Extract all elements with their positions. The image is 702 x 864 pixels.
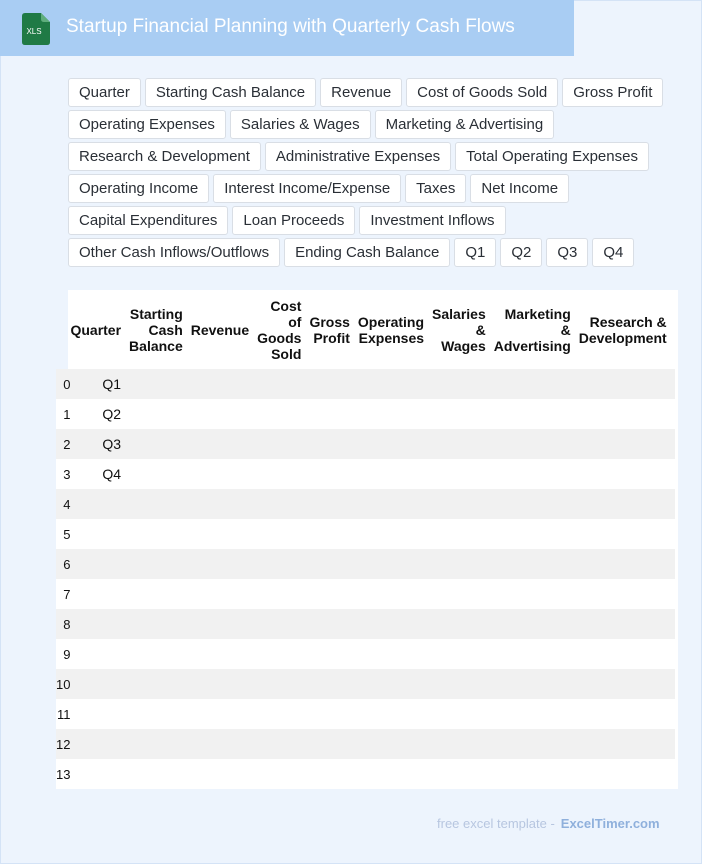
- table-cell: [70, 579, 129, 609]
- table-row: [56, 639, 675, 669]
- table-cell: [432, 639, 494, 669]
- table-cell: [70, 609, 129, 639]
- column-tag[interactable]: Quarter: [68, 78, 141, 107]
- column-tag[interactable]: Total Operating Expenses: [455, 142, 649, 171]
- row-index-cell: 10: [56, 676, 71, 692]
- table-cell: [70, 729, 129, 759]
- table-cell: [432, 549, 494, 579]
- table-cell: [579, 369, 675, 399]
- table-cell: [70, 519, 129, 549]
- page-title: Startup Financial Planning with Quarterly Cash Flows: [66, 16, 515, 37]
- column-header: Starting Cash Balance: [129, 305, 183, 354]
- table-cell: [129, 639, 191, 669]
- table-row: [56, 429, 675, 459]
- table-cell: [432, 729, 494, 759]
- table-cell: [191, 609, 257, 639]
- table-cell: [191, 729, 257, 759]
- row-index-cell: 0: [63, 376, 71, 392]
- table-cell: [494, 549, 579, 579]
- table-cell: [129, 669, 191, 699]
- table-cell: [309, 729, 357, 759]
- table-cell: [191, 489, 257, 519]
- table-cell: [358, 639, 432, 669]
- table-cell: [257, 759, 309, 789]
- table-cell: [494, 399, 579, 429]
- table-row: [56, 369, 675, 399]
- table-cell: [432, 759, 494, 789]
- table-cell: [358, 459, 432, 489]
- column-tag[interactable]: Salaries & Wages: [230, 110, 371, 139]
- table-row: [56, 519, 675, 549]
- table-cell: [358, 609, 432, 639]
- column-tag[interactable]: Investment Inflows: [359, 206, 505, 235]
- table-row: [56, 579, 675, 609]
- column-tag[interactable]: Capital Expenditures: [68, 206, 228, 235]
- table-cell: [309, 399, 357, 429]
- row-index-cell: 1: [63, 406, 71, 422]
- table-cell: [432, 489, 494, 519]
- table-cell: [579, 729, 675, 759]
- table-cell: [191, 699, 257, 729]
- table-cell: [432, 399, 494, 429]
- table-cell: [257, 609, 309, 639]
- column-tag[interactable]: Q1: [454, 238, 496, 267]
- table-cell: [358, 669, 432, 699]
- row-index-cell: 3: [63, 466, 71, 482]
- table-cell: [309, 669, 357, 699]
- table-row: [56, 549, 675, 579]
- table-cell: [129, 729, 191, 759]
- table-header-row: [56, 290, 675, 369]
- table-cell: Q1: [102, 376, 122, 392]
- table-cell: [358, 729, 432, 759]
- column-header: Salaries & Wages: [432, 305, 486, 354]
- table-cell: [309, 549, 357, 579]
- table-cell: [432, 669, 494, 699]
- table-cell: [309, 519, 357, 549]
- table-cell: [579, 399, 675, 429]
- table-cell: [579, 429, 675, 459]
- table-cell: [358, 579, 432, 609]
- table-cell: [309, 489, 357, 519]
- column-tag[interactable]: Operating Income: [68, 174, 209, 203]
- table-cell: [70, 699, 129, 729]
- table-cell: [494, 699, 579, 729]
- table-cell: Q2: [102, 406, 122, 422]
- table-cell: [257, 729, 309, 759]
- table-cell: [129, 699, 191, 729]
- table-row: [56, 609, 675, 639]
- column-header: Operating Expenses: [357, 313, 425, 346]
- column-tag[interactable]: Loan Proceeds: [232, 206, 355, 235]
- table-cell: [257, 669, 309, 699]
- row-index-cell: 2: [63, 436, 71, 452]
- table-cell: [257, 459, 309, 489]
- table-cell: [494, 579, 579, 609]
- table-cell: [432, 369, 494, 399]
- row-index-cell: 4: [63, 496, 71, 512]
- row-index-cell: 13: [56, 766, 71, 782]
- table-row: [56, 489, 675, 519]
- xls-icon-label: XLS: [26, 27, 42, 36]
- column-tag[interactable]: Taxes: [405, 174, 466, 203]
- table-cell: [191, 459, 257, 489]
- table-cell: [129, 609, 191, 639]
- table-cell: [191, 429, 257, 459]
- column-tag[interactable]: Research & Development: [68, 142, 261, 171]
- row-index-cell: 12: [56, 736, 71, 752]
- table-cell: [309, 459, 357, 489]
- table-cell: [129, 579, 191, 609]
- table-cell: [358, 489, 432, 519]
- table-body: [56, 369, 675, 789]
- column-header: Revenue: [190, 321, 250, 338]
- table-cell: Q3: [102, 436, 122, 452]
- table-row: [56, 729, 675, 759]
- table-cell: [579, 699, 675, 729]
- table-cell: [494, 669, 579, 699]
- table-row: [56, 669, 675, 699]
- table-cell: [70, 669, 129, 699]
- table-cell: [358, 369, 432, 399]
- table-cell: [494, 369, 579, 399]
- table-cell: [494, 759, 579, 789]
- column-header: Quarter: [70, 321, 122, 338]
- table-cell: [257, 549, 309, 579]
- table-cell: [129, 489, 191, 519]
- table-cell: [309, 699, 357, 729]
- table-cell: [579, 639, 675, 669]
- table-cell: [432, 699, 494, 729]
- table-cell: [191, 759, 257, 789]
- table-row: [56, 459, 675, 489]
- footer-brand-link[interactable]: ExcelTimer.com: [560, 816, 660, 831]
- table-cell: [257, 489, 309, 519]
- column-tag[interactable]: Starting Cash Balance: [145, 78, 316, 107]
- column-header: Gross Profit: [309, 313, 350, 346]
- column-tag[interactable]: Q4: [592, 238, 634, 267]
- footer-lead: free excel template -: [437, 816, 555, 831]
- column-tag[interactable]: Interest Income/Expense: [213, 174, 401, 203]
- table-cell: [129, 369, 191, 399]
- column-tag[interactable]: Net Income: [470, 174, 569, 203]
- table-cell: [309, 579, 357, 609]
- table-cell: [129, 759, 191, 789]
- table-cell: [191, 579, 257, 609]
- column-header: Research & Development: [578, 313, 667, 346]
- table-cell: [257, 399, 309, 429]
- column-tag[interactable]: Q3: [546, 238, 588, 267]
- table-cell: [129, 549, 191, 579]
- table-cell: [191, 549, 257, 579]
- table-cell: [494, 489, 579, 519]
- data-table-viewport[interactable]: [56, 290, 678, 789]
- table-row: [56, 759, 675, 789]
- table-row: [56, 699, 675, 729]
- column-tag[interactable]: Cost of Goods Sold: [406, 78, 558, 107]
- table-cell: [257, 579, 309, 609]
- table-cell: Q4: [102, 466, 122, 482]
- table-cell: [129, 519, 191, 549]
- table-cell: [358, 759, 432, 789]
- table-cell: [494, 519, 579, 549]
- table-cell: [191, 399, 257, 429]
- table-cell: [358, 549, 432, 579]
- column-tag[interactable]: Other Cash Inflows/Outflows: [68, 238, 280, 267]
- table-cell: [129, 459, 191, 489]
- table-cell: [494, 609, 579, 639]
- table-row: [56, 399, 675, 429]
- table-cell: [358, 519, 432, 549]
- table-cell: [432, 429, 494, 459]
- table-cell: [309, 429, 357, 459]
- table-cell: [358, 429, 432, 459]
- column-header: Cost of Goods Sold: [257, 297, 302, 362]
- title-bar: [0, 0, 574, 56]
- column-tag-list: [68, 78, 668, 267]
- row-index-cell: 11: [56, 706, 71, 722]
- table-cell: [432, 579, 494, 609]
- table-cell: [309, 369, 357, 399]
- table-cell: [129, 399, 191, 429]
- table-cell: [579, 759, 675, 789]
- table-cell: [191, 519, 257, 549]
- table-cell: [494, 429, 579, 459]
- column-header: Marketing & Advertising: [493, 305, 571, 354]
- column-tag[interactable]: Operating Expenses: [68, 110, 226, 139]
- table-cell: [309, 759, 357, 789]
- table-cell: [309, 609, 357, 639]
- table-cell: [579, 549, 675, 579]
- column-tag[interactable]: Ending Cash Balance: [284, 238, 450, 267]
- table-cell: [432, 459, 494, 489]
- row-index-cell: 5: [63, 526, 71, 542]
- table-cell: [579, 459, 675, 489]
- table-cell: [358, 399, 432, 429]
- table-cell: [579, 519, 675, 549]
- table-cell: [579, 609, 675, 639]
- table-cell: [257, 639, 309, 669]
- table-cell: [129, 429, 191, 459]
- table-cell: [494, 459, 579, 489]
- column-tag[interactable]: Gross Profit: [562, 78, 663, 107]
- table-cell: [191, 669, 257, 699]
- table-cell: [579, 579, 675, 609]
- row-index-cell: 6: [63, 556, 71, 572]
- table-cell: [257, 369, 309, 399]
- column-tag[interactable]: Revenue: [320, 78, 402, 107]
- table-cell: [191, 369, 257, 399]
- table-cell: [70, 489, 129, 519]
- table-cell: [579, 489, 675, 519]
- table-cell: [358, 699, 432, 729]
- row-index-cell: 8: [63, 616, 71, 632]
- table-cell: [257, 699, 309, 729]
- footer-credit: [437, 816, 660, 831]
- table-cell: [70, 759, 129, 789]
- table-cell: [579, 669, 675, 699]
- table-cell: [70, 549, 129, 579]
- table-cell: [257, 519, 309, 549]
- table-cell: [257, 429, 309, 459]
- table-cell: [432, 519, 494, 549]
- table-cell: [432, 609, 494, 639]
- row-index-cell: 7: [63, 586, 71, 602]
- row-index-cell: 9: [63, 646, 71, 662]
- xls-file-icon: [22, 13, 50, 45]
- table-cell: [70, 639, 129, 669]
- data-table: [56, 290, 675, 789]
- table-cell: [191, 639, 257, 669]
- column-tag[interactable]: Marketing & Advertising: [375, 110, 555, 139]
- column-tag[interactable]: Administrative Expenses: [265, 142, 451, 171]
- index-header: [56, 290, 70, 369]
- table-cell: [494, 729, 579, 759]
- table-cell: [494, 639, 579, 669]
- table-cell: [309, 639, 357, 669]
- column-tag[interactable]: Q2: [500, 238, 542, 267]
